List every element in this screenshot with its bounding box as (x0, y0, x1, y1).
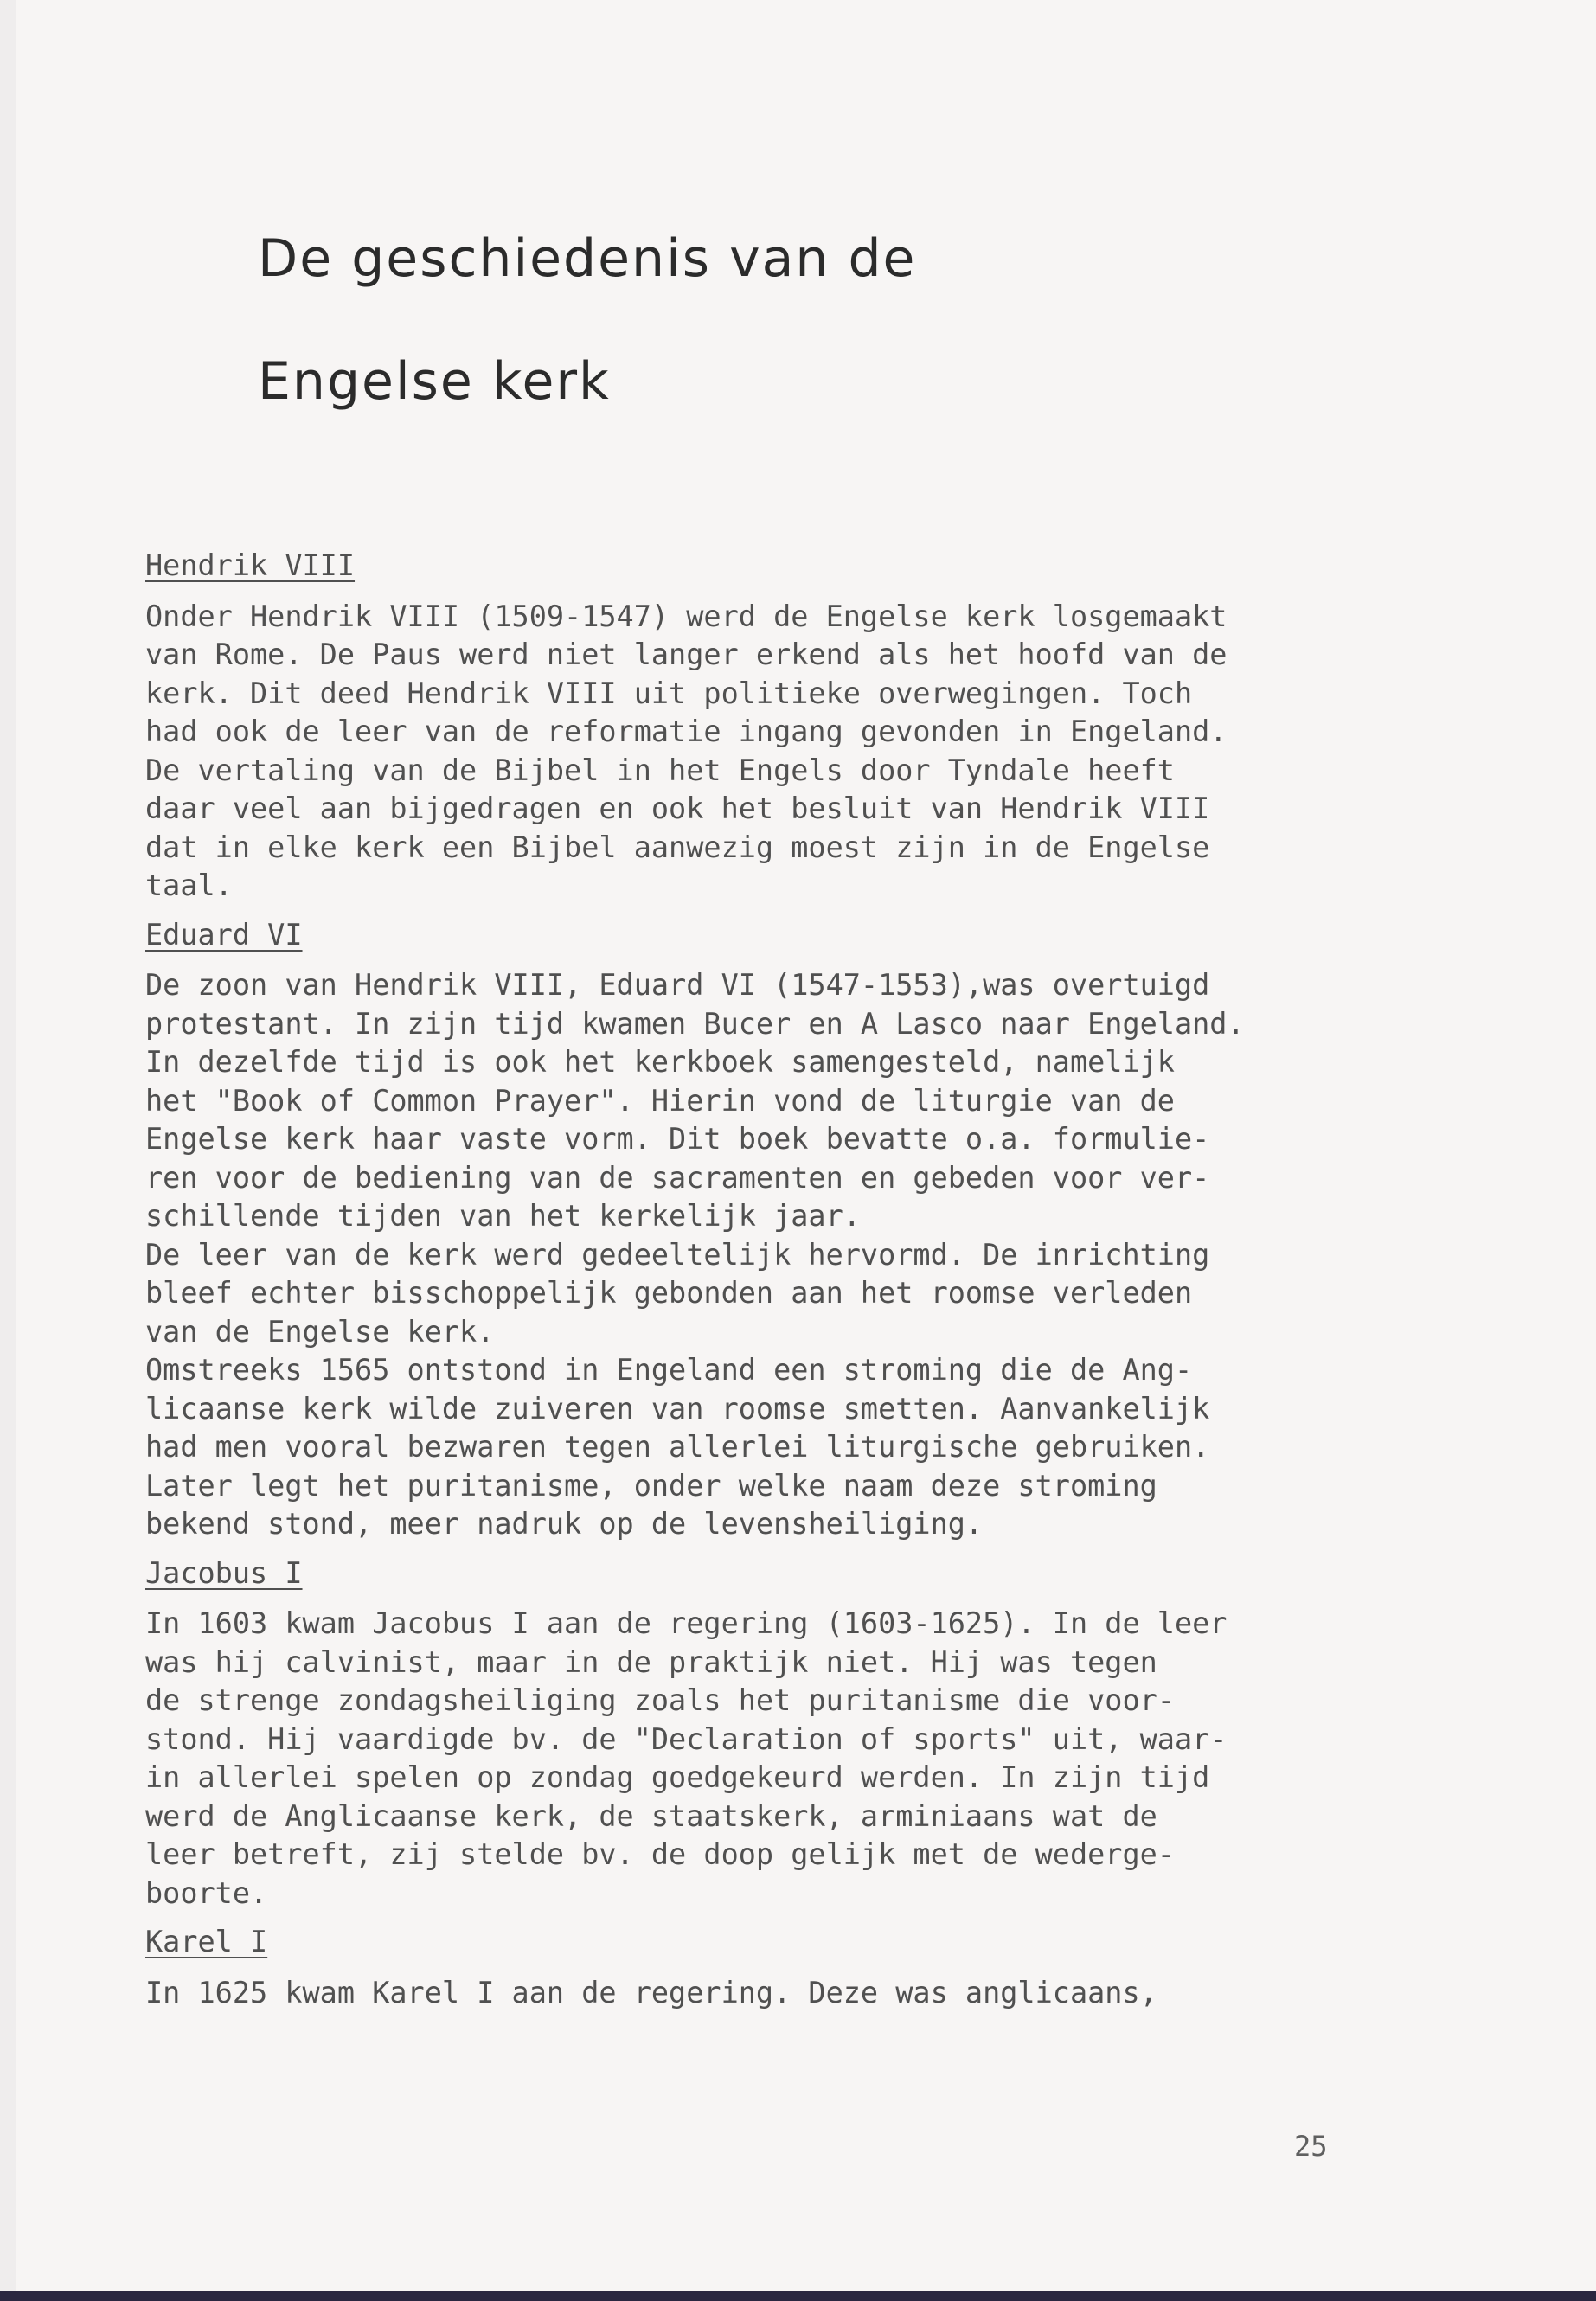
text-line: protestant. In zijn tijd kwamen Bucer en A Lasco naar Engeland. (145, 1006, 1245, 1041)
text-line: taal. (145, 868, 233, 902)
body-text (145, 536, 1408, 2012)
text-line: Engelse kerk haar vaste vorm. Dit boek bevatte o.a. formulie- (145, 1122, 1210, 1156)
chapter-title-line-1: De geschiedenis van de (258, 228, 917, 289)
text-line: In dezelfde tijd is ook het kerkboek samengesteld, namelijk (145, 1045, 1175, 1079)
text-line: schillende tijden van het kerkelijk jaar. (145, 1199, 861, 1233)
text-line: had men vooral bezwaren tegen allerlei liturgische gebruiken. (145, 1430, 1210, 1464)
text-line: De vertaling van de Bijbel in het Engels door Tyndale heeft (145, 753, 1175, 787)
text-line: van de Engelse kerk. (145, 1314, 495, 1349)
text-line: was hij calvinist, maar in de praktijk niet. Hij was tegen (145, 1644, 1157, 1679)
text-line: had ook de leer van de reformatie ingang gevonden in Engeland. (145, 715, 1227, 748)
text-line: boorte. (145, 1875, 268, 1910)
text-line: leer betreft, zij stelde bv. de doop gelijk met de wederge- (145, 1837, 1175, 1871)
text-line: daar veel aan bijgedragen en ook het besluit van Hendrik VIII (145, 792, 1210, 825)
text-line: Onder Hendrik VIII (1509-1547) werd de Engelse kerk losgemaakt (145, 599, 1227, 633)
text-line: kerk. Dit deed Hendrik VIII uit politieke overwegingen. Toch (145, 676, 1193, 710)
text-line: de strenge zondagsheiliging zoals het puritanisme die voor- (145, 1683, 1175, 1717)
text-line: In 1603 kwam Jacobus I aan de regering (1603-1625). In de leer (145, 1606, 1227, 1640)
section-heading: Eduard VI (145, 917, 303, 952)
text-line: van Rome. De Paus werd niet langer erkend als het hoofd van de (145, 638, 1227, 671)
text-line: In 1625 kwam Karel I aan de regering. Deze was anglicaans, (145, 1975, 1157, 2009)
section (145, 1544, 1408, 1913)
page-number: 25 (1294, 2130, 1328, 2163)
text-line: Later legt het puritanisme, onder welke naam deze stroming (145, 1468, 1157, 1503)
text-line: bekend stond, meer nadruk op de levensheiliging. (145, 1507, 984, 1541)
text-line: licaanse kerk wilde zuiveren van roomse smetten. Aanvankelijk (145, 1391, 1210, 1426)
chapter-title-line-2: Engelse kerk (258, 351, 611, 412)
text-line: werd de Anglicaanse kerk, de staatskerk, arminiaans wat de (145, 1798, 1157, 1833)
text-line: stond. Hij vaardigde bv. de "Declaration of sports" uit, waar- (145, 1721, 1227, 1756)
text-line: in allerlei spelen op zondag goedgekeurd werden. In zijn tijd (145, 1760, 1210, 1794)
chapter-title (258, 197, 1296, 443)
text-line: De leer van de kerk werd gedeeltelijk hervormd. De inrichting (145, 1237, 1210, 1272)
text-line: bleef echter bisschoppelijk gebonden aan het roomse verleden (145, 1276, 1193, 1310)
text-line: De zoon van Hendrik VIII, Eduard VI (1547-1553),was overtuigd (145, 968, 1210, 1002)
section-heading: Karel I (145, 1925, 268, 1958)
text-line: Omstreeks 1565 ontstond in Engeland een stroming die de Ang- (145, 1353, 1193, 1387)
section (145, 906, 1408, 1544)
section-heading: Jacobus I (145, 1555, 303, 1590)
text-line: ren voor de bediening van de sacramenten en gebeden voor ver- (145, 1160, 1210, 1195)
text-line: het "Book of Common Prayer". Hierin vond de liturgie van de (145, 1083, 1175, 1118)
scan-edge-strip (0, 2291, 1596, 2301)
section-heading: Hendrik VIII (145, 548, 356, 582)
section (145, 536, 1408, 906)
text-line: dat in elke kerk een Bijbel aanwezig moest zijn in de Engelse (145, 830, 1210, 864)
section (145, 1913, 1408, 2012)
